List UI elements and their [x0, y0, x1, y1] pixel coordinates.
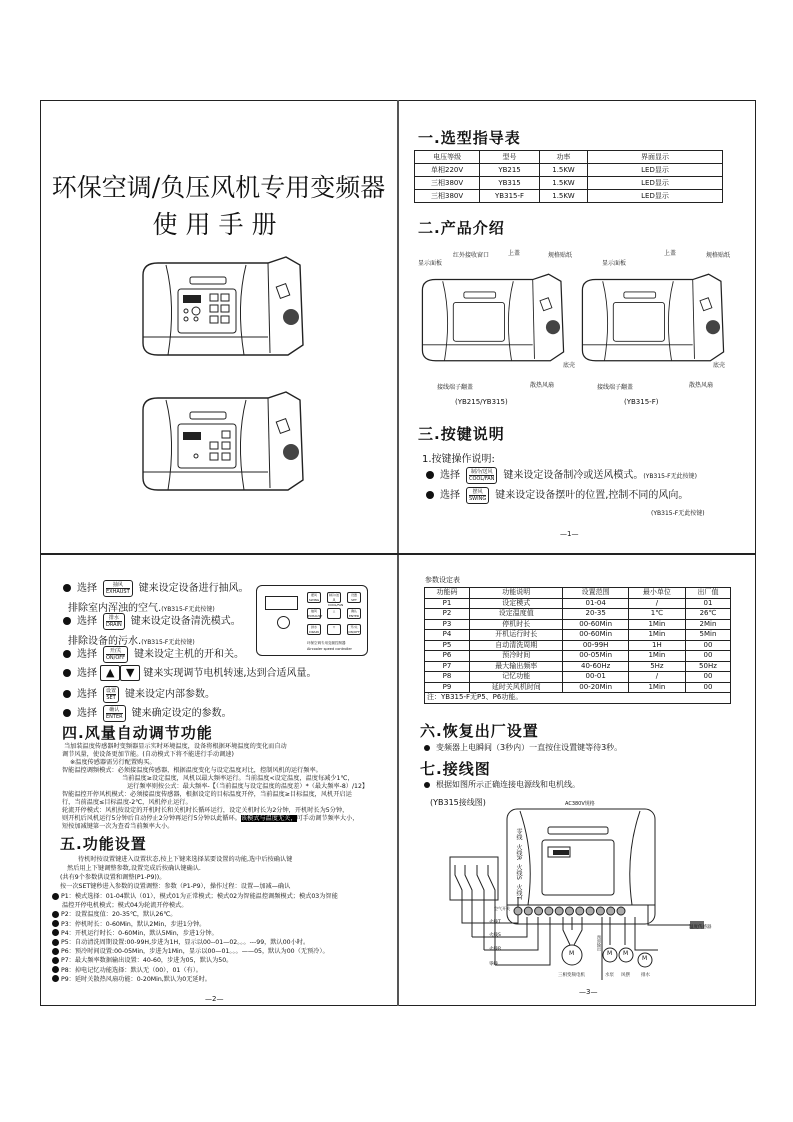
bullet-exhaust: 选择 抽风 EXHAUST 键来设定设备进行抽风。: [63, 579, 249, 597]
label-sticker: 规格贴纸: [706, 252, 731, 259]
label-terminal-cover: 接线端子翻盖: [597, 384, 634, 391]
terminal-screw: [514, 907, 522, 915]
parameter-item: P7：最大频率数据输出设置：40-60，步进为05，默认为50。: [52, 956, 338, 965]
motor-icon: M: [569, 950, 575, 957]
section-heading-function-settings: 五.功能设置: [60, 835, 147, 853]
table-row: 三相380V YB315 1.5KW LED显示: [415, 177, 723, 190]
auto-air-body: 当加装温度传感器时变频器显示实时环境温度，设备将根据环境温度的变化而自动 调节风量，使设备更加节能。(自动模式下将不能进行手动调速) ※温度传感器需另行配置购买。 智能温控调频模式：必须接温度传感器，根据温度变化与设定温度对比，控制风机的运行频率。 当前温度≥设定温度，风机以最大频率运行。当前温度<设定温度，温度每减少1℃， 运行频率则按公式：最大频率-【（当前温度与设定温度的温度差）*（最大频率-8）/12】 智能温控开停风机模式：必须接温度传感器，根据设定的目标温度开停，当前温度≥目标温度，风机开启运 行，当前温度≤目标温度-2℃，风机停止运行。 轮流开停模式：风机按设定的开机时长和关机时长循环运行，设定关机时长为2分钟，开机时长为5分钟， 则开机后风机运行5分钟后自动停止2分钟再运行5分钟以此循环。该模式与温度无关，可手动调节频率大小， 短按加减键第一次为查看当前频率大小。: [62, 743, 369, 830]
motor-label: 水泵: [605, 973, 614, 978]
swing-note: (YB315-F无此按键): [651, 510, 705, 517]
table-row: P5 自动清洗周期 00-99H 1H 00: [425, 640, 731, 651]
parameter-list: [52, 892, 338, 984]
function-settings-body: 待机时按设置键进入设置状态,按上下键来选择某要设置的功能,选中后按确认键 然后用上下键调整参数,设置完成后按确认键确认. (共有9个参数供设置和调整(P1-P9))。 按一次SET键秒进入参数的设置调整：参数（P1-P9），操作过程：设置—加减—确认: [60, 856, 293, 890]
section-heading-selection: 一.选型指导表: [418, 129, 521, 147]
table-header: 设置范围: [563, 588, 628, 599]
table-header: 型号: [480, 151, 540, 164]
power-line-label: 火线S: [515, 864, 522, 880]
control-panel-diagram: [256, 585, 368, 656]
label-display-panel: 显示面板: [602, 260, 627, 267]
motor-icon: M: [623, 950, 629, 957]
bullet-drain: 选择 排水 DRAIN 键来设定设备清洗模式。: [63, 612, 241, 630]
table-header: 界面显示: [588, 151, 723, 164]
section-heading-product: 二.产品介绍: [418, 219, 505, 237]
terminal-screw: [617, 907, 625, 915]
page-number-1: —1—: [560, 530, 579, 538]
panel-name-en: Aircooler speed controller: [307, 647, 352, 651]
wiring-text: 根据如图所示正确连接电源线和电机线。: [424, 779, 580, 790]
bullet-enter: 选择 确认 ENTER 键来确定设定的参数。: [63, 704, 232, 722]
parameter-item: P2：设置温度值：20-35℃，默认26℃。: [52, 910, 338, 919]
motor-label: 三相变频电机: [558, 973, 585, 978]
page-number-3: —3—: [579, 988, 598, 996]
parameter-item: P3：停机时长：0-60Min，默认2Min，步进1分钟。: [52, 920, 338, 929]
breaker-label: 空气开关: [494, 906, 510, 911]
label-terminal-cover: 接线端子翻盖: [437, 384, 474, 391]
up-arrow-key-icon: ▲: [100, 665, 120, 681]
swing-key-icon: 摆风 SWING: [466, 487, 489, 504]
motor-icon: M: [607, 950, 613, 957]
power-line-label: 火线R: [515, 844, 522, 861]
bullet-set: 选择 设置 SET 键来设定内部参数。: [63, 685, 215, 703]
cover-subtitle: 使用手册: [152, 210, 285, 239]
label-fan: 散热风扇: [530, 382, 555, 389]
table-header: 功能说明: [470, 588, 563, 599]
bullet-up-down: 选择 ▲ ▼ 键来实现调节电机转速,达到合适风量。: [63, 664, 317, 681]
table-header: 电压等级: [415, 151, 480, 164]
parameter-item: P6：预冷时间设置:00-05Min，步进为1Min，显示以00—01。。。——05，默认为00（无预冷）。: [52, 947, 338, 956]
wire-label: 火线T: [489, 920, 501, 925]
enter-key-icon: 确认 ENTER: [103, 705, 126, 722]
panel-key: 开/关 ON/OFF: [348, 625, 360, 634]
param-table-title: 参数设定表: [425, 576, 460, 584]
table-row: P1 设定模式 01-04 / 01: [425, 598, 731, 609]
wire-label: 零线: [489, 962, 498, 967]
panel-name: 环保空调专用变频控制器: [307, 641, 346, 645]
sensor-label: 温度传感器: [689, 925, 712, 930]
terminal-screw: [576, 907, 584, 915]
bullet-cool-fan: 选择 制冷/送风 COOL/FAN 键来设定设备制冷或送风模式。(YB315-F无此按键): [426, 466, 697, 484]
parameter-table: [424, 587, 731, 704]
set-key-icon: 设置 SET: [103, 686, 119, 703]
panel-key: 确认 ENTER: [347, 608, 361, 619]
terminal-screw: [555, 907, 563, 915]
table-header: 功能码: [425, 588, 470, 599]
panel-key: △: [327, 608, 341, 619]
panel-key: ▽: [327, 624, 341, 635]
page-divider-horizontal: [40, 553, 756, 555]
table-row: P9 延时关风机时间 00-20Min 1Min 00: [425, 682, 731, 693]
table-row: P2 设定温度值 20-35 1℃ 26℃: [425, 609, 731, 620]
motor-label: 排水: [641, 973, 650, 978]
table-header: 功率: [539, 151, 587, 164]
table-row: P3 停机时长 00-60Min 1Min 2Min: [425, 619, 731, 630]
panel-display: [265, 596, 298, 610]
wire-label: 火线S: [489, 933, 501, 938]
parameter-item: P9：延时关散热风扇功能：0-20Min,默认为0无延时。: [52, 975, 338, 984]
ir-receiver-icon: [277, 616, 290, 629]
terminal-screw: [566, 907, 574, 915]
factory-reset-text: 变频器上电瞬间（3秒内）一直按住设置键等待3秒。: [424, 742, 622, 753]
section-heading-keys: 三.按键说明: [418, 425, 505, 443]
terminal-screw: [535, 907, 543, 915]
terminal-screw: [545, 907, 553, 915]
product-illustration-yb315: [138, 255, 313, 370]
keys-subheading: 1.按键操作说明:: [422, 454, 495, 465]
parameter-item: P1：模式选择：01-04默认（01），模式01为正常模式；模式02为智能温控调频模式；模式03为智能: [52, 892, 338, 901]
label-fan: 散热风扇: [689, 382, 714, 389]
section-heading-wiring: 七.接线图: [420, 760, 491, 778]
table-row: P4 开机运行时长 00-60Min 1Min 5Min: [425, 630, 731, 641]
wire-label: 火线R: [489, 947, 502, 952]
panel-key: 设置 SET: [347, 592, 361, 603]
cool-fan-key-icon: 制冷/送风 COOL/FAN: [466, 467, 497, 484]
table-row: P7 最大输出频率 40-60Hz 5Hz 50Hz: [425, 661, 731, 672]
parameter-item-cont: 温控开停电机模式；模式04为轮流开停模式。: [62, 902, 188, 910]
table-row: P8 记忆功能 00-01 / 00: [425, 672, 731, 683]
caption-yb215: (YB215/YB315): [455, 398, 508, 406]
label-display-panel: 显示面板: [418, 260, 443, 267]
parameter-item: P4：开机运行时长：0-60Min，默认5Min，步进1分钟。: [52, 929, 338, 938]
parameter-item: P8：掉电记忆功能选择：默认无（00），01（有）。: [52, 966, 338, 975]
drain-line2: 排除设备的污水.(YB315-F无此按键): [68, 636, 195, 647]
drain-key-icon: 排水 DRAIN: [103, 613, 125, 630]
terminal-screw: [596, 907, 604, 915]
power-line-label: 火线T: [515, 883, 522, 900]
table-note: 注：YB315-F无P5、P6功能。: [425, 693, 731, 704]
motor-icon: M: [642, 955, 648, 962]
exhaust-key-icon: 抽风 EXHAUST: [103, 580, 133, 597]
table-header: 最小单位: [628, 588, 685, 599]
exhaust-line2: 排除室内浑浊的空气.(YB315-F无此按键): [68, 603, 215, 614]
label-base: 底壳: [713, 362, 726, 369]
bullet-swing: 选择 摆风 SWING 键来设定设备摆叶的位置,控制不同的风向。: [426, 486, 688, 504]
cover-title: 环保空调/负压风机专用变频器: [51, 173, 386, 202]
table-row: 单相220V YB215 1.5KW LED显示: [415, 164, 723, 177]
panel-key: 抽风 EXHAUST: [308, 609, 323, 618]
wiring-diagram: [420, 805, 720, 985]
section-heading-factory-reset: 六.恢复出厂设置: [420, 722, 539, 740]
power-line-label: 零线: [515, 828, 522, 840]
bullet-onoff: 选择 开/关 ON/OFF 键来设定主机的开和关。: [63, 645, 244, 663]
selection-table: [414, 150, 723, 203]
panel-key: 摆风 SWING: [308, 593, 320, 602]
label-ir-window: 红外接收窗口: [453, 252, 490, 259]
onoff-key-icon: 开/关 ON/OFF: [103, 646, 128, 663]
terminal-screw: [586, 907, 594, 915]
label-top-cover: 上盖: [664, 250, 677, 257]
table-row: 三相380V YB315-F 1.5KW LED显示: [415, 190, 723, 203]
wiring-top-label: AC380V规格: [565, 801, 595, 807]
panel-key: 排水 DRAIN: [307, 624, 321, 635]
parameter-item: P5：自动清洗周期设置:00-99H,步进为1H，显示以00--01—02。。。---99，默认00小时。: [52, 938, 338, 947]
page-number-2: —2—: [205, 995, 224, 1003]
panel-key: 制冷/送风 COOL/FAN: [328, 593, 344, 607]
product-illustration-yb315f: [138, 390, 313, 480]
down-arrow-key-icon: ▼: [120, 665, 140, 681]
table-row: P6 预冷时间 00-05Min 1Min 00: [425, 651, 731, 662]
product-diagram-yb215: [418, 272, 578, 377]
terminal-screw: [524, 907, 532, 915]
label-top-cover: 上盖: [508, 250, 521, 257]
label-base: 底壳: [563, 362, 576, 369]
motor-label: 风摆: [621, 973, 630, 978]
label-sticker: 规格贴纸: [548, 252, 573, 259]
section-heading-auto-air: 四.风量自动调节功能: [62, 724, 213, 742]
terminal-screw: [607, 907, 615, 915]
caption-yb315f: (YB315-F): [624, 398, 659, 406]
reserved-output-label: 预留输出: [597, 935, 602, 951]
table-header: 出厂值: [685, 588, 730, 599]
wiring-caption: (YB315接线图): [430, 798, 486, 807]
